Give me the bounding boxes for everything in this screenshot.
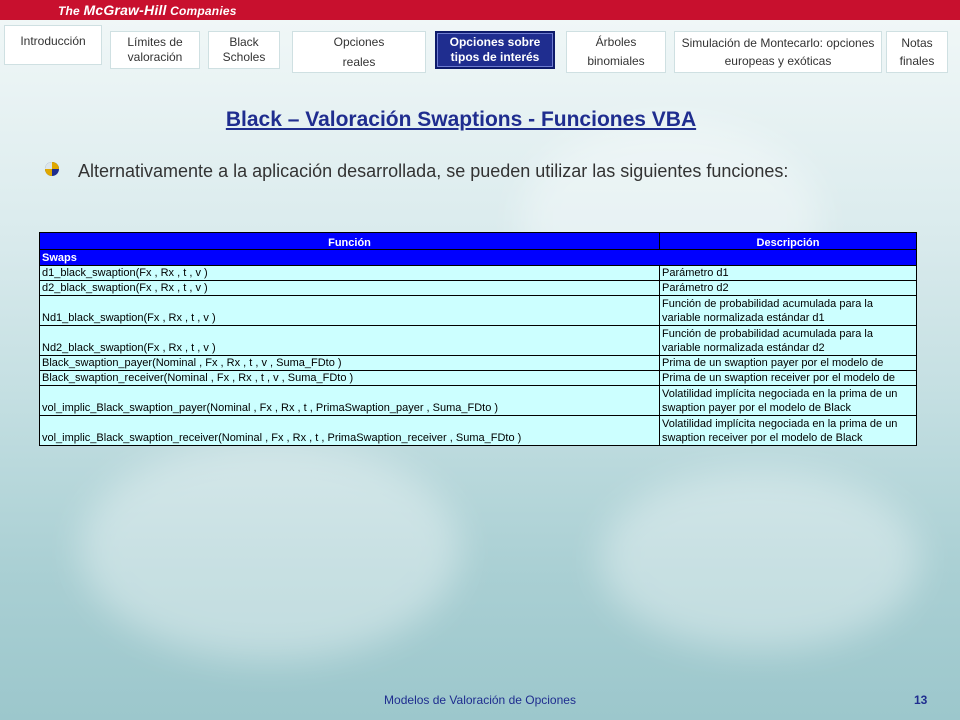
description-cell: Parámetro d1 — [660, 266, 917, 281]
table-row — [40, 326, 917, 356]
table-row — [40, 371, 917, 386]
description-line: swaption payer por el modelo de Black — [662, 402, 851, 414]
description-cell — [660, 386, 917, 416]
table-row — [40, 296, 917, 326]
logo-suffix: Companies — [170, 4, 237, 18]
tab-notas-finales[interactable]: Notas finales — [886, 31, 948, 73]
page-number: 13 — [914, 693, 928, 707]
function-cell: Black_swaption_payer(Nominal , Fx , Rx , t , v , Suma_FDto ) — [40, 356, 660, 371]
quadrant-bullet-icon — [44, 161, 60, 177]
function-cell: vol_implic_Black_swaption_payer(Nominal , Fx , Rx , t , PrimaSwaption_payer , Suma_FDto ) — [40, 386, 660, 416]
function-cell: d1_black_swaption(Fx , Rx , t , v ) — [40, 266, 660, 281]
description-line: variable normalizada estándar d1 — [662, 312, 825, 324]
table-row — [40, 356, 917, 371]
section-row — [40, 250, 917, 266]
table-row — [40, 416, 917, 446]
description-cell — [660, 296, 917, 326]
mcgraw-hill-logo — [58, 2, 237, 18]
description-line: Función de probabilidad acumulada para la — [662, 328, 873, 340]
description-cell: Prima de un swaption receiver por el modelo de — [660, 371, 917, 386]
section-label: Swaps — [40, 250, 917, 266]
function-cell: Nd2_black_swaption(Fx , Rx , t , v ) — [40, 326, 660, 356]
table-row — [40, 281, 917, 296]
function-cell: d2_black_swaption(Fx , Rx , t , v ) — [40, 281, 660, 296]
tab-introduccion[interactable]: Introducción — [4, 25, 102, 65]
tab-black-scholes[interactable]: Black Scholes — [208, 31, 280, 69]
background-blur — [600, 470, 920, 650]
description-cell — [660, 416, 917, 446]
tab-simulacion-montecarlo[interactable]: Simulación de Montecarlo: opciones europeas y exóticas — [674, 31, 882, 73]
function-cell: vol_implic_Black_swaption_receiver(Nominal , Fx , Rx , t , PrimaSwaption_receiver , Suma_FDto ) — [40, 416, 660, 446]
description-cell — [660, 326, 917, 356]
description-line: swaption receiver por el modelo de Black — [662, 432, 863, 444]
footer-text: Modelos de Valoración de Opciones — [384, 693, 576, 707]
function-cell: Nd1_black_swaption(Fx , Rx , t , v ) — [40, 296, 660, 326]
description-line: Volatilidad implícita negociada en la prima de un — [662, 388, 898, 400]
tab-limites-valoracion[interactable]: Límites de valoración — [110, 31, 200, 69]
tab-arboles-binomiales[interactable]: Árboles binomiales — [566, 31, 666, 73]
description-line: Función de probabilidad acumulada para la — [662, 298, 873, 310]
header-funcion: Función — [40, 233, 660, 250]
description-line: Volatilidad implícita negociada en la prima de un — [662, 418, 898, 430]
table-row — [40, 266, 917, 281]
function-cell: Black_swaption_receiver(Nominal , Fx , Rx , t , v , Suma_FDto ) — [40, 371, 660, 386]
bullet-item — [44, 156, 904, 186]
description-cell: Prima de un swaption payer por el modelo de — [660, 356, 917, 371]
header-descripcion: Descripción — [660, 233, 917, 250]
functions-table — [39, 232, 917, 446]
tab-opciones-reales[interactable]: Opciones reales — [292, 31, 426, 73]
description-line: variable normalizada estándar d2 — [662, 342, 825, 354]
logo-prefix: The — [58, 4, 80, 18]
page-title: Black – Valoración Swaptions - Funciones VBA — [225, 108, 697, 131]
brand-bar — [0, 0, 960, 20]
table-row — [40, 386, 917, 416]
table-header-row — [40, 233, 917, 250]
background-blur — [80, 440, 460, 660]
bullet-text: Alternativamente a la aplicación desarrollada, se pueden utilizar las siguientes funciones: — [78, 161, 789, 181]
logo-brand: McGraw-Hill — [83, 2, 167, 18]
description-cell: Parámetro d2 — [660, 281, 917, 296]
tab-opciones-tipos-interes[interactable]: Opciones sobre tipos de interés — [435, 31, 555, 69]
